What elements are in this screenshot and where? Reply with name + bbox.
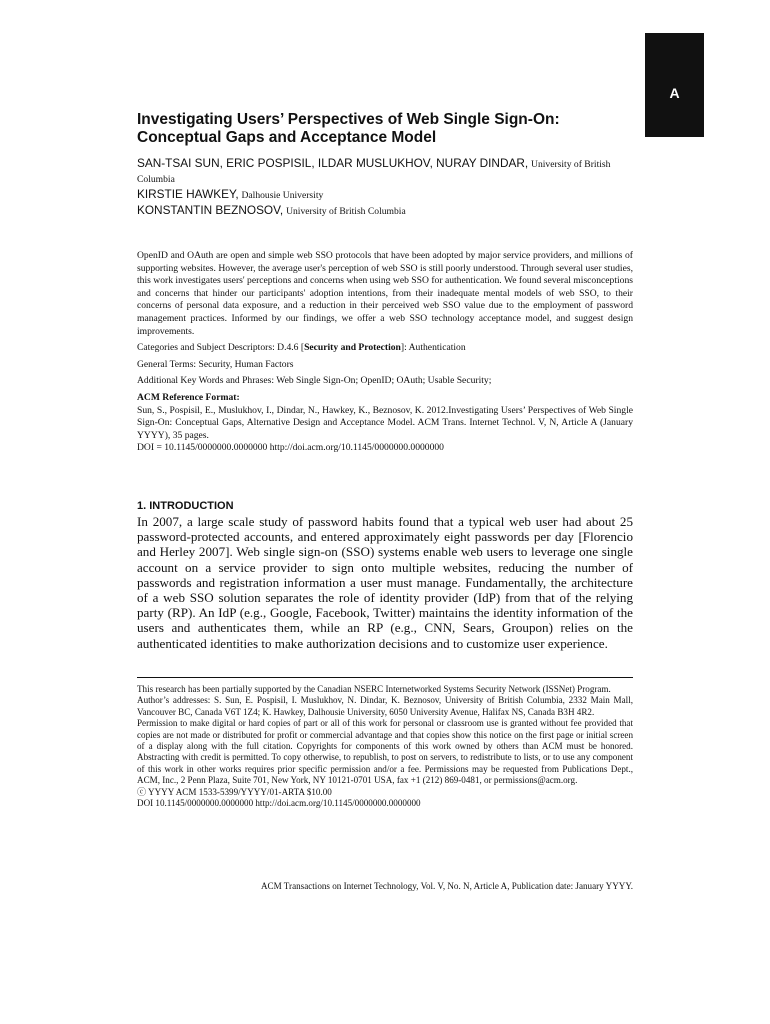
section-heading-introduction: 1. INTRODUCTION [137, 500, 234, 512]
paper-title [137, 111, 607, 147]
title-line-1: Investigating Users’ Perspectives of Web Single Sign-On: [137, 111, 560, 128]
author-affiliation: University of British Columbia [286, 206, 406, 217]
footnote-copyright: ⓒ YYYY ACM 1533-5399/YYYY/01-ARTA $10.00 [137, 786, 332, 797]
acm-ref-heading-text: ACM Reference Format: [137, 391, 240, 403]
page-footer: ACM Transactions on Internet Technology, Vol. V, No. N, Article A, Publication date: January YYYY. [260, 881, 633, 891]
general-terms: General Terms: Security, Human Factors [137, 358, 294, 370]
article-letter-tab [645, 33, 704, 137]
footnote-permission: Permission to make digital or hard copies of part or all of this work for personal or classroom use is granted without fee provided that copies are not made or distributed for profit or commercial advantage and that copies show this notice on the first page or initial screen of a display along with the full citation. Copyrights for components of this work owned by others than ACM must be honored. Abstracting with credit is permitted. To copy otherwise, to republish, to post on servers, to redistribute to lists, or to use any component of this work in other works requires prior specific permission and/or a fee. Permissions may be requested from Publications Dept., ACM, Inc., 2 Penn Plaza, Suite 701, New York, NY 10121-0701 USA, fax +1 (212) 869-0481, or permissions@acm.org. [137, 718, 633, 786]
acm-reference-text: Sun, S., Pospisil, E., Muslukhov, I., Dindar, N., Hawkey, K., Beznosov, K. 2012.Investigating Users’ Perspectives of Web Single Sign-On: Conceptual Gaps, Alternative Design and Acceptance Model. ACM Trans. Internet Technol. V, N, Article A (January YYYY), 35 pages. [137, 404, 633, 441]
author-list [137, 156, 637, 219]
introduction-paragraph: In 2007, a large scale study of password habits found that a typical web user had about 25 password-protected accounts, and entered approximately eight passwords per day [Florencio and Herley 2007]. Web single sign-on (SSO) systems enable web users to leverage one single account on a service provider to sign onto multiple websites, reducing the number of passwords and registration information a user must manage. Fundamentally, the architecture of a web SSO solution separates the role of identity provider (IdP) from that of the relying party (RP). An IdP (e.g., Google, Facebook, Twitter) maintains the identity information of the users and authenticates them, while an RP (e.g., CNN, Sears, Groupon) relies on the authenticated identities to make authorization decisions and to customize user experience. [137, 514, 633, 651]
author-group-1 [137, 156, 637, 187]
author-group-2 [137, 187, 637, 203]
acm-reference-doi: DOI = 10.1145/0000000.0000000 http://doi.acm.org/10.1145/0000000.0000000 [137, 442, 444, 454]
author-affiliation: University of British Columbia [137, 159, 611, 185]
author-names: KONSTANTIN BEZNOSOV, [137, 203, 284, 217]
footnotes-block [137, 684, 633, 809]
categories-suffix: ]: Authentication [400, 342, 466, 354]
author-names: KIRSTIE HAWKEY, [137, 187, 239, 201]
categories-prefix: Categories and Subject Descriptors: D.4.6 [ [137, 342, 305, 354]
categories-line [137, 342, 633, 355]
acm-reference-heading [137, 392, 633, 405]
keywords: Additional Key Words and Phrases: Web Single Sign-On; OpenID; OAuth; Usable Security; [137, 375, 492, 387]
abstract-block [137, 250, 633, 459]
article-letter: A [669, 85, 680, 101]
author-group-3 [137, 203, 637, 219]
title-line-2: Conceptual Gaps and Acceptance Model [137, 129, 437, 146]
footnote-divider [137, 677, 633, 678]
footnote-addresses: Author’s addresses: S. Sun, E. Pospisil, I. Muslukhov, N. Dindar, K. Beznosov, University of British Columbia, 2332 Main Mall, Vancouver BC, Canada V6T 1Z4; K. Hawkey, Dalhousie University, 6050 University Avenue, Halifax NS, Canada B3H 4R2. [137, 695, 633, 717]
footnote-funding: This research has been partially supported by the Canadian NSERC Internetworked Systems Security Network (ISSNet) Program. [137, 684, 611, 694]
categories-bold: Security and Protection [304, 342, 401, 354]
author-names: SAN-TSAI SUN, ERIC POSPISIL, ILDAR MUSLUKHOV, NURAY DINDAR, [137, 156, 529, 170]
abstract-text: OpenID and OAuth are open and simple web SSO protocols that have been adopted by major service providers, and millions of supporting websites. However, the average user's perception of web SSO is still poorly understood. Through several user studies, this work investigates users' perceptions and concerns when using web SSO for authentication. We found several misconceptions and concerns that hinder our participants' adoption intentions, from their inadequate mental models of web SSO, to their concerns of personal data exposure, and a reduction in their perceived web SSO value due to the employment of password management practices. Informed by our findings, we offer a web SSO technology acceptance model, and suggest design improvements. [137, 250, 633, 337]
footnote-doi: DOI 10.1145/0000000.0000000 http://doi.acm.org/10.1145/0000000.0000000 [137, 798, 421, 809]
author-affiliation: Dalhousie University [241, 190, 324, 201]
